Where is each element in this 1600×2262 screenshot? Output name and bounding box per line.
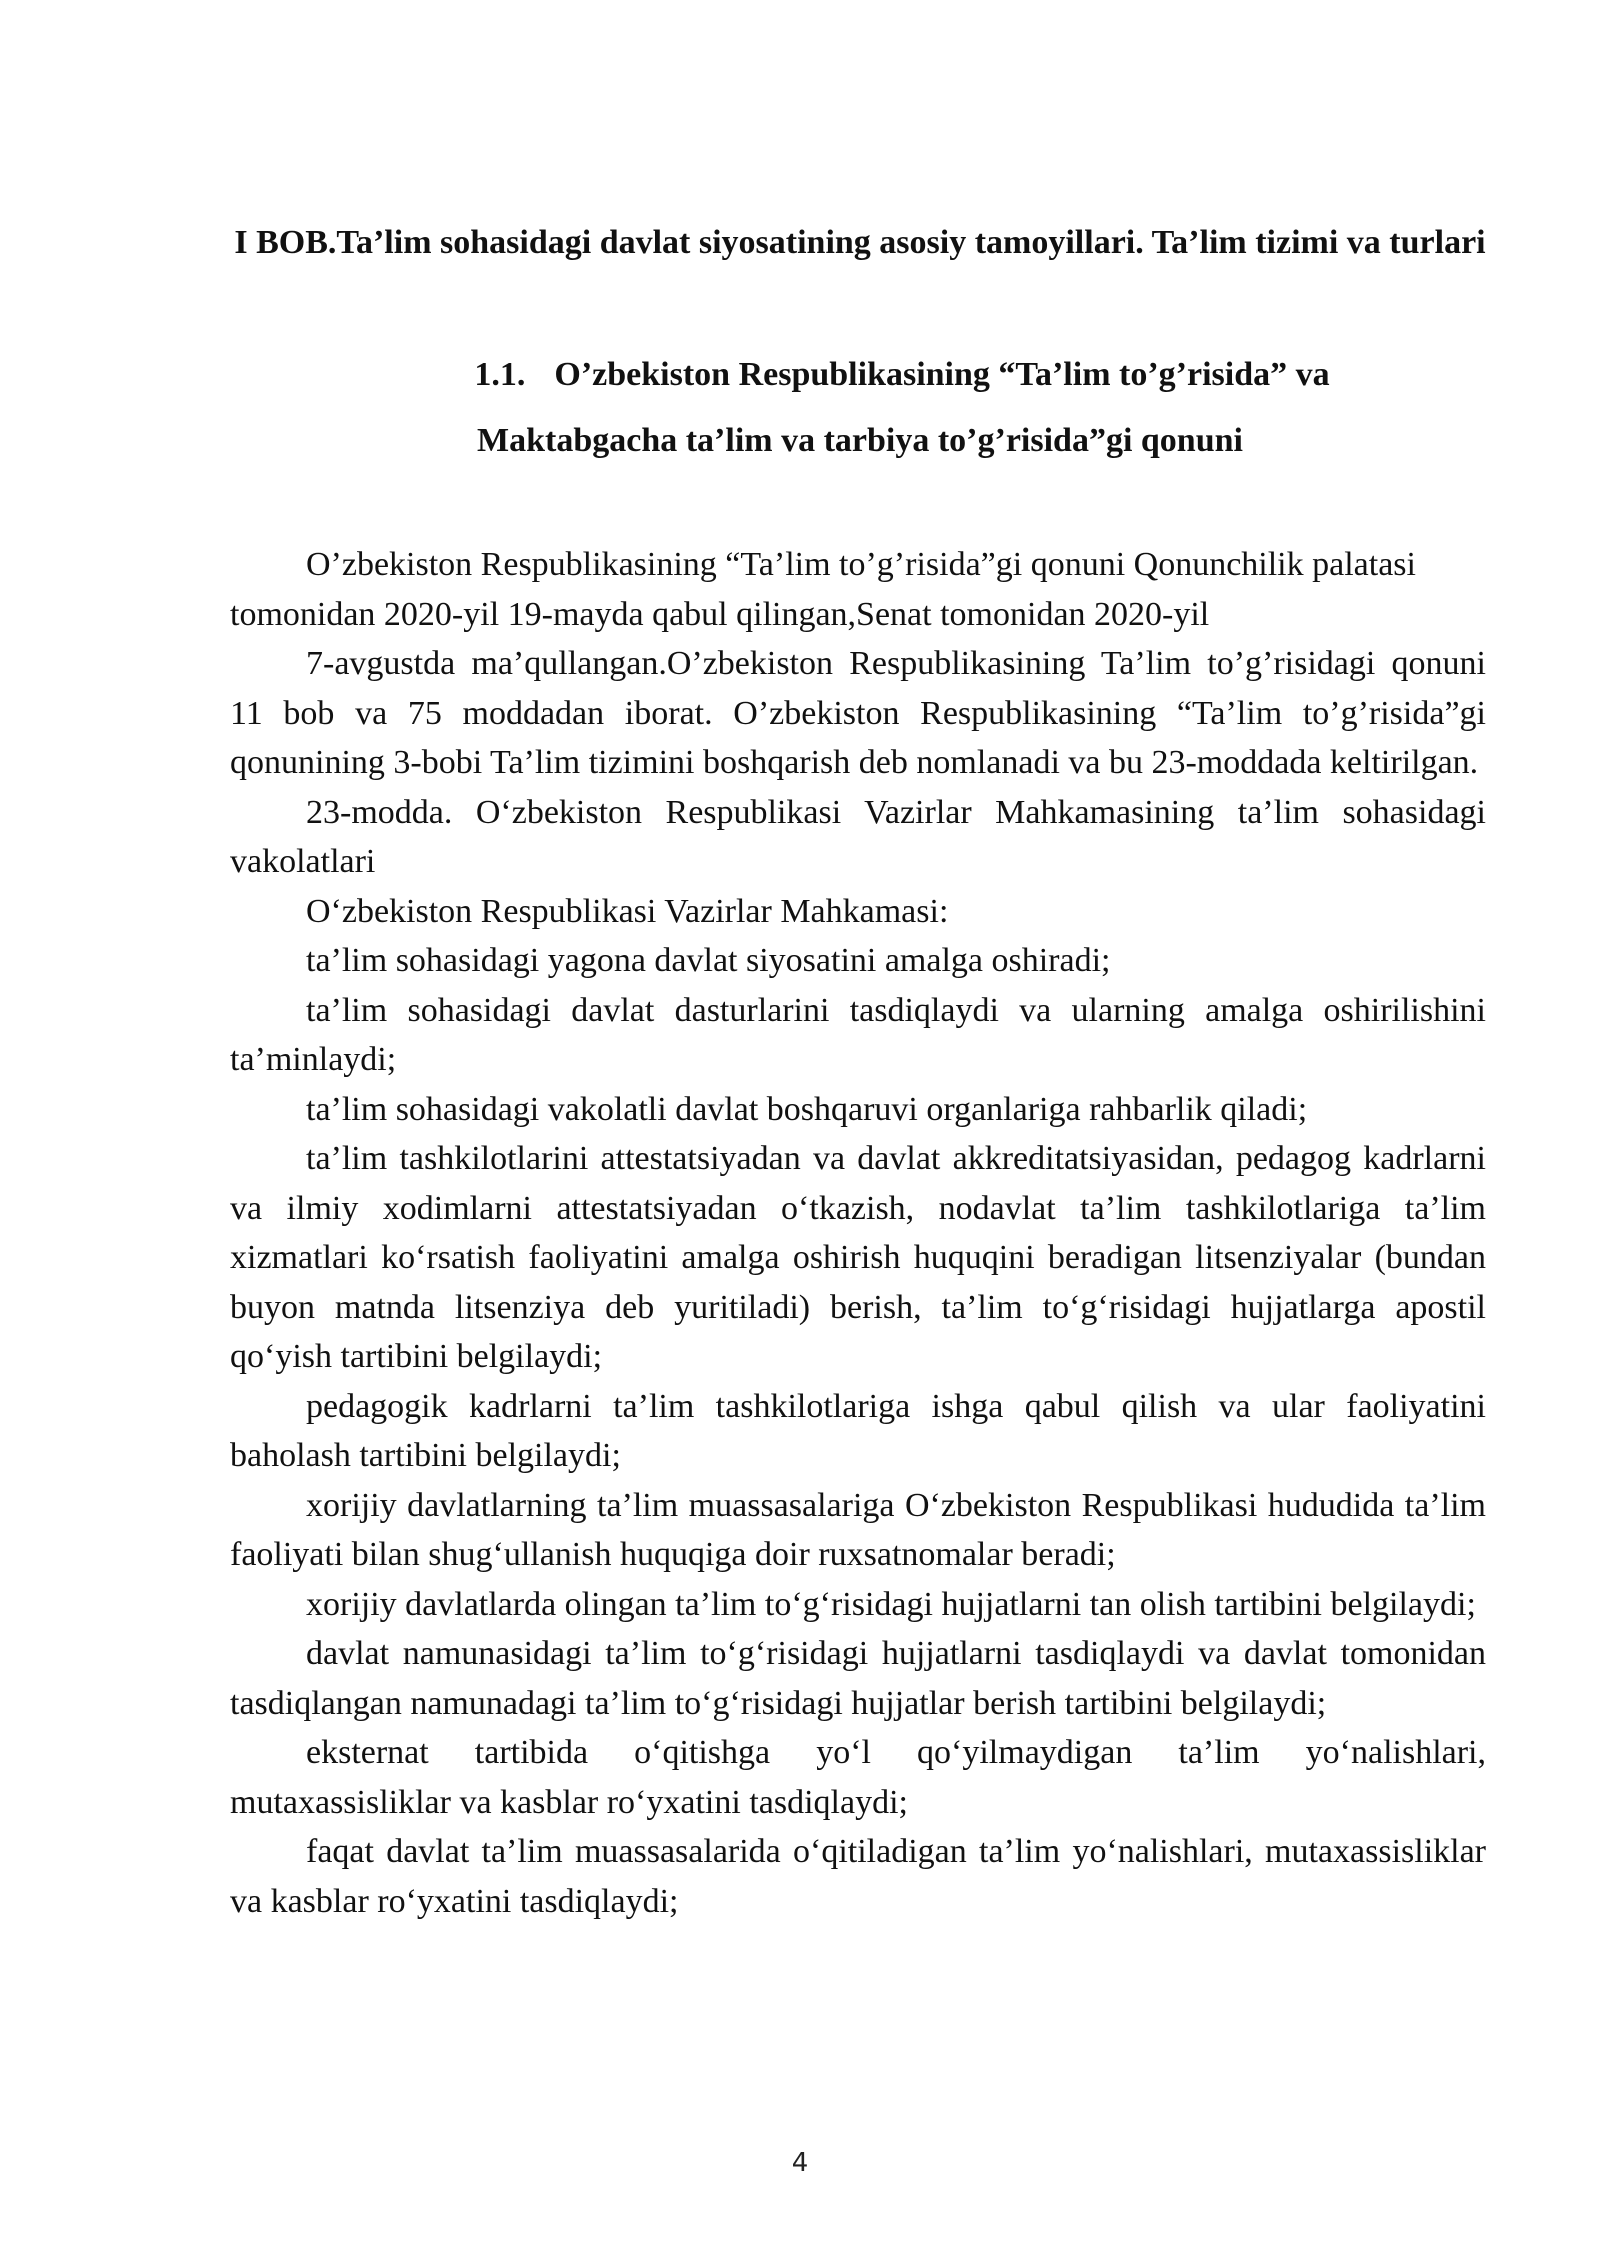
paragraph: xorijiy davlatlarning ta’lim muassasalariga O‘zbekiston Respublikasi hududida ta’lim faoliyati bilan shug‘ullanish huquqiga doir ruxsatnomalar beradi; bbox=[230, 1486, 1486, 1573]
paragraph: xorijiy davlatlarda olingan ta’lim to‘g‘risidagi hujjatlarni tan olish tartibini belgilaydi; bbox=[306, 1585, 1476, 1623]
section-title bbox=[230, 342, 1490, 474]
paragraph: ta’lim tashkilotlarini attestatsiyadan va davlat akkreditatsiyasidan, pedagog kadrlarni va ilmiy xodimlarni attestatsiyadan o‘tkazish, nodavlat ta’lim tashkilotlariga ta’lim xizmatlari ko‘rsatish faoliyatini amalga oshirish huquqini beradigan litsenziyalar (bundan buyon matnda litsenziya deb yuritiladi) berish, ta’lim to‘g‘risidagi hujjatlarga apostil qo‘yish tartibini belgilaydi; bbox=[230, 1140, 1486, 1375]
page-number: 4 bbox=[791, 2148, 809, 2178]
body-text bbox=[230, 540, 1486, 1926]
chapter-title: I BOB.Ta’lim sohasidagi davlat siyosatining asosiy tamoyillari. Ta’lim tizimi va turlari bbox=[234, 224, 1486, 261]
paragraph: pedagogik kadrlarni ta’lim tashkilotlariga ishga qabul qilish va ular faoliyatini baholash tartibini belgilaydi; bbox=[230, 1387, 1486, 1474]
paragraph: ta’lim sohasidagi vakolatli davlat boshqaruvi organlariga rahbarlik qiladi; bbox=[306, 1090, 1308, 1128]
section-title-line-1 bbox=[230, 342, 1490, 408]
paragraph: 23-modda. O‘zbekiston Respublikasi Vazirlar Mahkamasining ta’lim sohasidagi vakolatlari bbox=[230, 793, 1486, 880]
paragraph: faqat davlat ta’lim muassasalarida o‘qitiladigan ta’lim yo‘nalishlari, mutaxassisliklar va kasblar ro‘yxatini tasdiqlaydi; bbox=[230, 1833, 1486, 1920]
section-number: 1.1. bbox=[474, 356, 526, 393]
section-title-line-2: Maktabgacha ta’lim va tarbiya to’g’risida”gi qonuni bbox=[477, 422, 1243, 459]
paragraph: ta’lim sohasidagi davlat dasturlarini tasdiqlaydi va ularning amalga oshirilishini ta’minlaydi; bbox=[230, 991, 1486, 1078]
paragraph: 7-avgustda ma’qullangan.O’zbekiston Respublikasining Ta’lim to’g’risidagi qonuni 11 bob va 75 moddadan iborat. O’zbekiston Respublikasining “Ta’lim to’g’risida”gi qonunining 3-bobi Ta’lim tizimini boshqarish deb nomlanadi va bu 23-moddada keltirilgan. bbox=[230, 645, 1486, 781]
paragraph: davlat namunasidagi ta’lim to‘g‘risidagi hujjatlarni tasdiqlaydi va davlat tomonidan tasdiqlangan namunadagi ta’lim to‘g‘risidagi hujjatlar berish tartibini belgilaydi; bbox=[230, 1635, 1486, 1722]
paragraph: O’zbekiston Respublikasining “Ta’lim to’g’risida”gi qonuni Qonunchilik palatasi tomonidan 2020-yil 19-mayda qabul qilingan,Senat tomonidan 2020-yil bbox=[230, 546, 1416, 633]
paragraph: O‘zbekiston Respublikasi Vazirlar Mahkamasi: bbox=[306, 892, 949, 930]
paragraph: eksternat tartibida o‘qitishga yo‘l qo‘yilmaydigan ta’lim yo‘nalishlari, mutaxassisliklar va kasblar ro‘yxatini tasdiqlaydi; bbox=[230, 1734, 1486, 1821]
paragraph: ta’lim sohasidagi yagona davlat siyosatini amalga oshiradi; bbox=[306, 942, 1111, 979]
section-title-text-1: O’zbekiston Respublikasining “Ta’lim to’g’risida” va bbox=[554, 356, 1330, 393]
